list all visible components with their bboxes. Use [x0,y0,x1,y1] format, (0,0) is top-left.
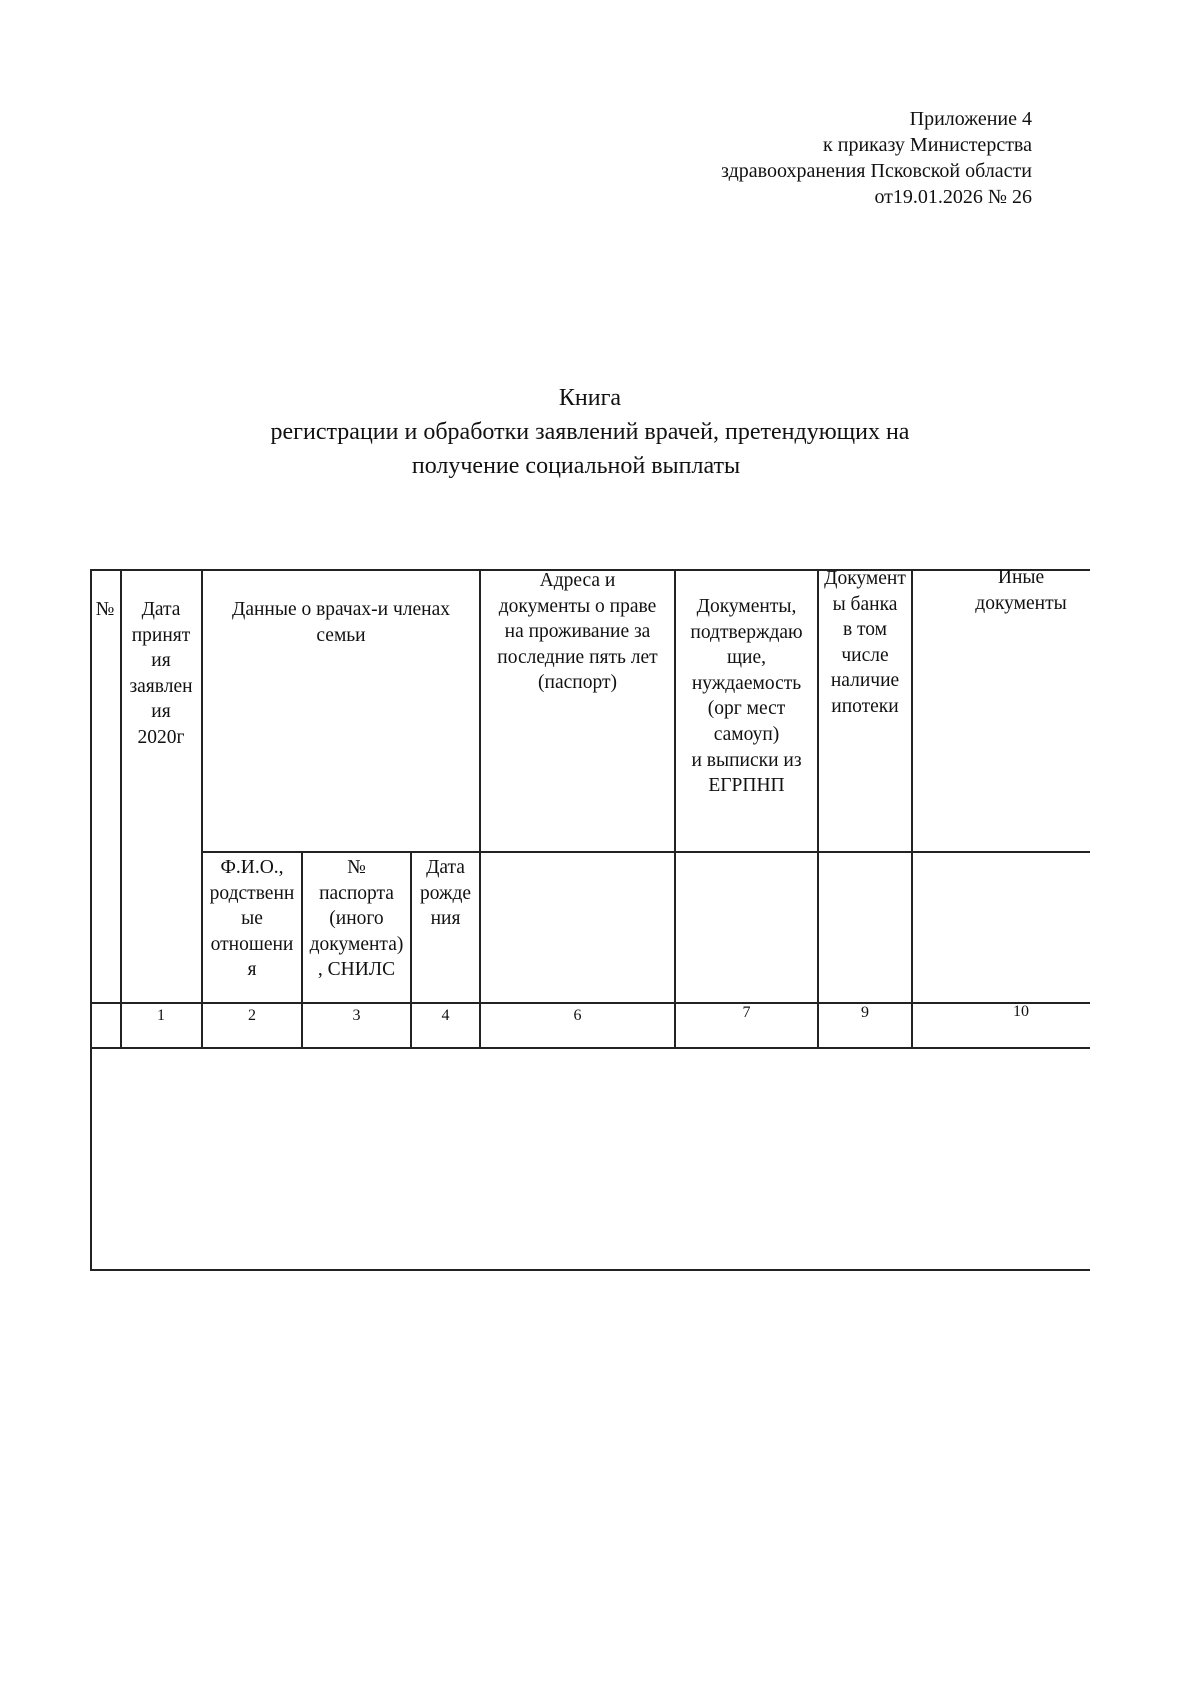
header-bank-documents: Документ ы банка в том числе наличие ипотеки [824,568,906,717]
document-subtitle: получение социальной выплаты [411,453,741,479]
column-number: 1 [157,1007,165,1024]
column-number: 2 [248,1007,256,1024]
document-subtitle: регистрации и обработки заявлений врачей, претендующих на [270,419,910,445]
appendix-line: здравоохранения Псковской области [721,160,1032,182]
column-number: 3 [352,1007,361,1024]
table-divider [202,851,1090,853]
appendix-line: Приложение 4 [909,108,1032,130]
column-number: 4 [441,1007,450,1024]
column-number: 10 [1013,1003,1029,1020]
header-need-documents: Документы, подтверждаю щие, нуждаемость (орг мест самоуп) и выписки из ЕГРПНП [690,596,803,797]
header-number: № [95,599,115,620]
column-number: 7 [742,1004,751,1021]
document-title: Книга [558,385,622,411]
header-data-group: Данные о врачах-и членах семьи [232,599,450,646]
empty-data-row [91,1049,1091,1269]
column-number: 6 [573,1007,582,1024]
header-date: Дата принят ия заявлен ия 2020г [129,599,193,748]
table-border [90,1269,1090,1271]
header-passport: № паспорта (иного документа) , СНИЛС [309,857,404,981]
appendix-line: к приказу Министерства [823,134,1032,156]
header-other-documents: Иные документы [975,567,1067,614]
header-fio: Ф.И.О., родственн ые отношени я [209,857,295,981]
appendix-header [721,106,1032,210]
header-birth-date: Дата рожде ния [419,857,472,930]
column-number: 9 [861,1004,869,1021]
header-address: Адреса и документы о праве на проживание за последние пять лет (паспорт) [497,570,658,694]
appendix-line: от19.01.2026 № 26 [874,186,1032,208]
